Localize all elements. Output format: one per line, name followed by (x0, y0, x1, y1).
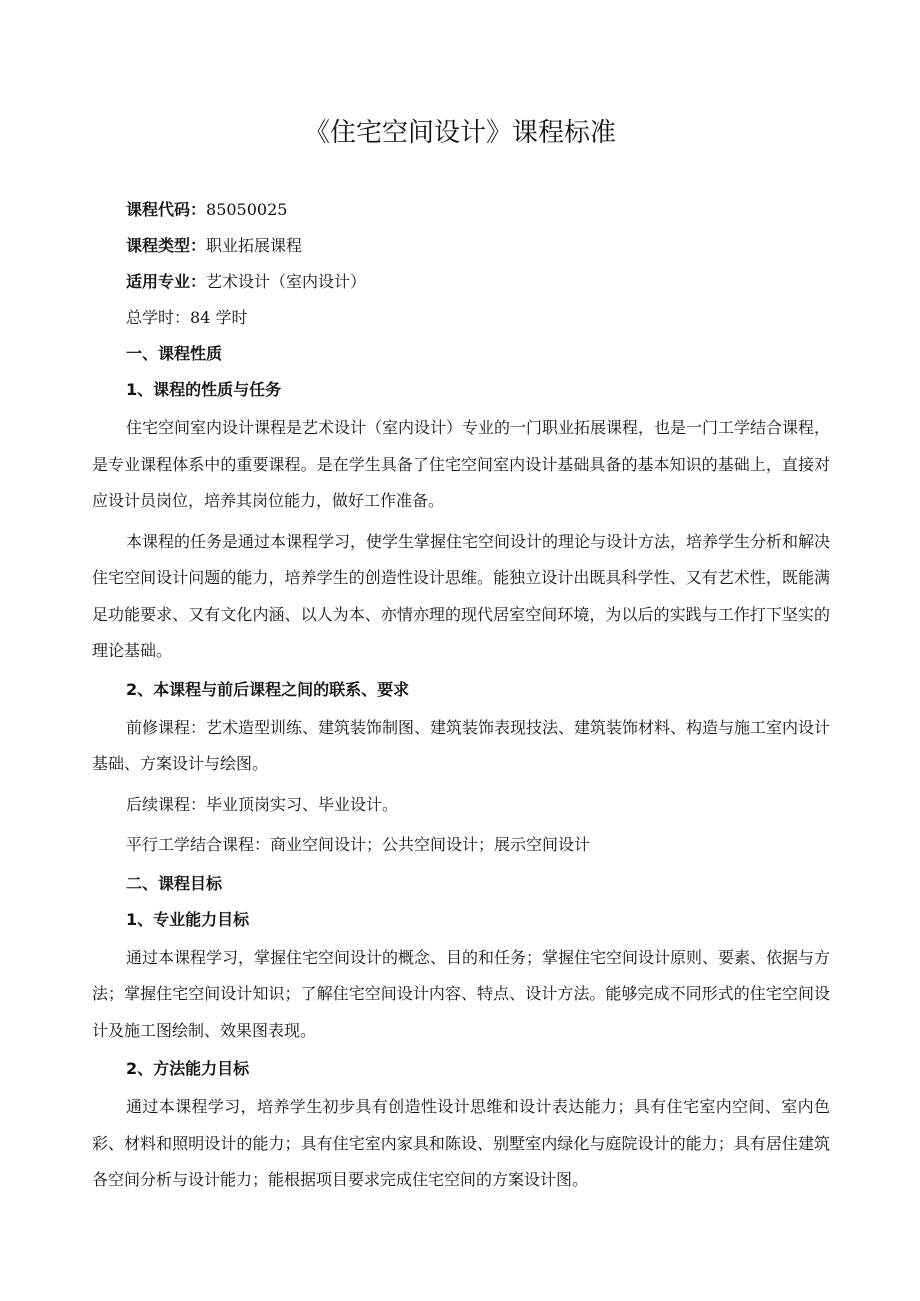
course-code-value: 85050025 (206, 200, 288, 219)
applicable-major-line (126, 264, 830, 300)
paragraph-prerequisite-courses: 前修课程：艺术造型训练、建筑装饰制图、建筑装饰表现技法、建筑装饰材料、构造与施工室内设计基础、方案设计与绘图。 (92, 717, 831, 773)
section-heading-course-objectives: 二、课程目标 (126, 873, 223, 893)
paragraph-follow-up-courses: 后续课程：毕业顶岗实习、毕业设计。 (126, 794, 399, 814)
subheading-professional-ability: 1、专业能力目标 (126, 909, 250, 929)
paragraph-professional-ability: 通过本课程学习，掌握住宅空间设计的概念、目的和任务；掌握住宅空间设计原则、要素、依据与方法；掌握住宅空间设计知识；了解住宅空间设计内容、特点、设计方法。能够完成不同形式的住宅空间设计及施工图绘制、效果图表现。 (92, 947, 831, 1040)
paragraph-course-tasks: 本课程的任务是通过本课程学习，使学生掌握住宅空间设计的理论与设计方法，培养学生分析和解决住宅空间设计问题的能力，培养学生的创造性设计思维。能独立设计出既具科学性、又有艺术性，既能满足功能要求、又有文化内涵、以人为本、亦情亦理的现代居室空间环境，为以后的实践与工作打下坚实的理论基础。 (92, 531, 831, 660)
applicable-major-label: 适用专业： (126, 272, 207, 291)
course-code-label: 课程代码： (126, 200, 207, 219)
applicable-major-value: 艺术设计（室内设计） (206, 272, 367, 291)
course-code-line (126, 192, 830, 228)
document-title: 《住宅空间设计》课程标准 (303, 118, 616, 148)
total-hours-line: 总学时：84 学时 (126, 308, 248, 327)
paragraph-course-nature: 住宅空间室内设计课程是艺术设计（室内设计）专业的一门职业拓展课程，也是一门工学结合课程，是专业课程体系中的重要课程。是在学生具备了住宅空间室内设计基础具备的基本知识的基础上，直接对应设计员岗位，培养其岗位能力，做好工作准备。 (92, 418, 831, 510)
subheading-method-ability: 2、方法能力目标 (126, 1059, 250, 1078)
section-heading-course-nature: 一、课程性质 (126, 344, 223, 363)
subheading-course-relations: 2、本课程与前后课程之间的联系、要求 (126, 679, 410, 699)
document-body (92, 192, 830, 1201)
course-type-label: 课程类型： (126, 236, 207, 255)
paragraph-method-ability: 通过本课程学习，培养学生初步具有创造性设计思维和设计表达能力；具有住宅室内空间、室内色彩、材料和照明设计的能力；具有住宅室内家具和陈设、别墅室内绿化与庭院设计的能力；具有居住建筑各空间分析与设计能力；能根据项目要求完成住宅空间的方案设计图。 (92, 1097, 830, 1189)
subheading-nature-and-tasks: 1、课程的性质与任务 (126, 380, 282, 399)
course-type-value: 职业拓展课程 (206, 236, 303, 255)
paragraph-parallel-courses: 平行工学结合课程：商业空间设计；公共空间设计；展示空间设计 (126, 835, 591, 854)
course-type-line (126, 228, 830, 264)
